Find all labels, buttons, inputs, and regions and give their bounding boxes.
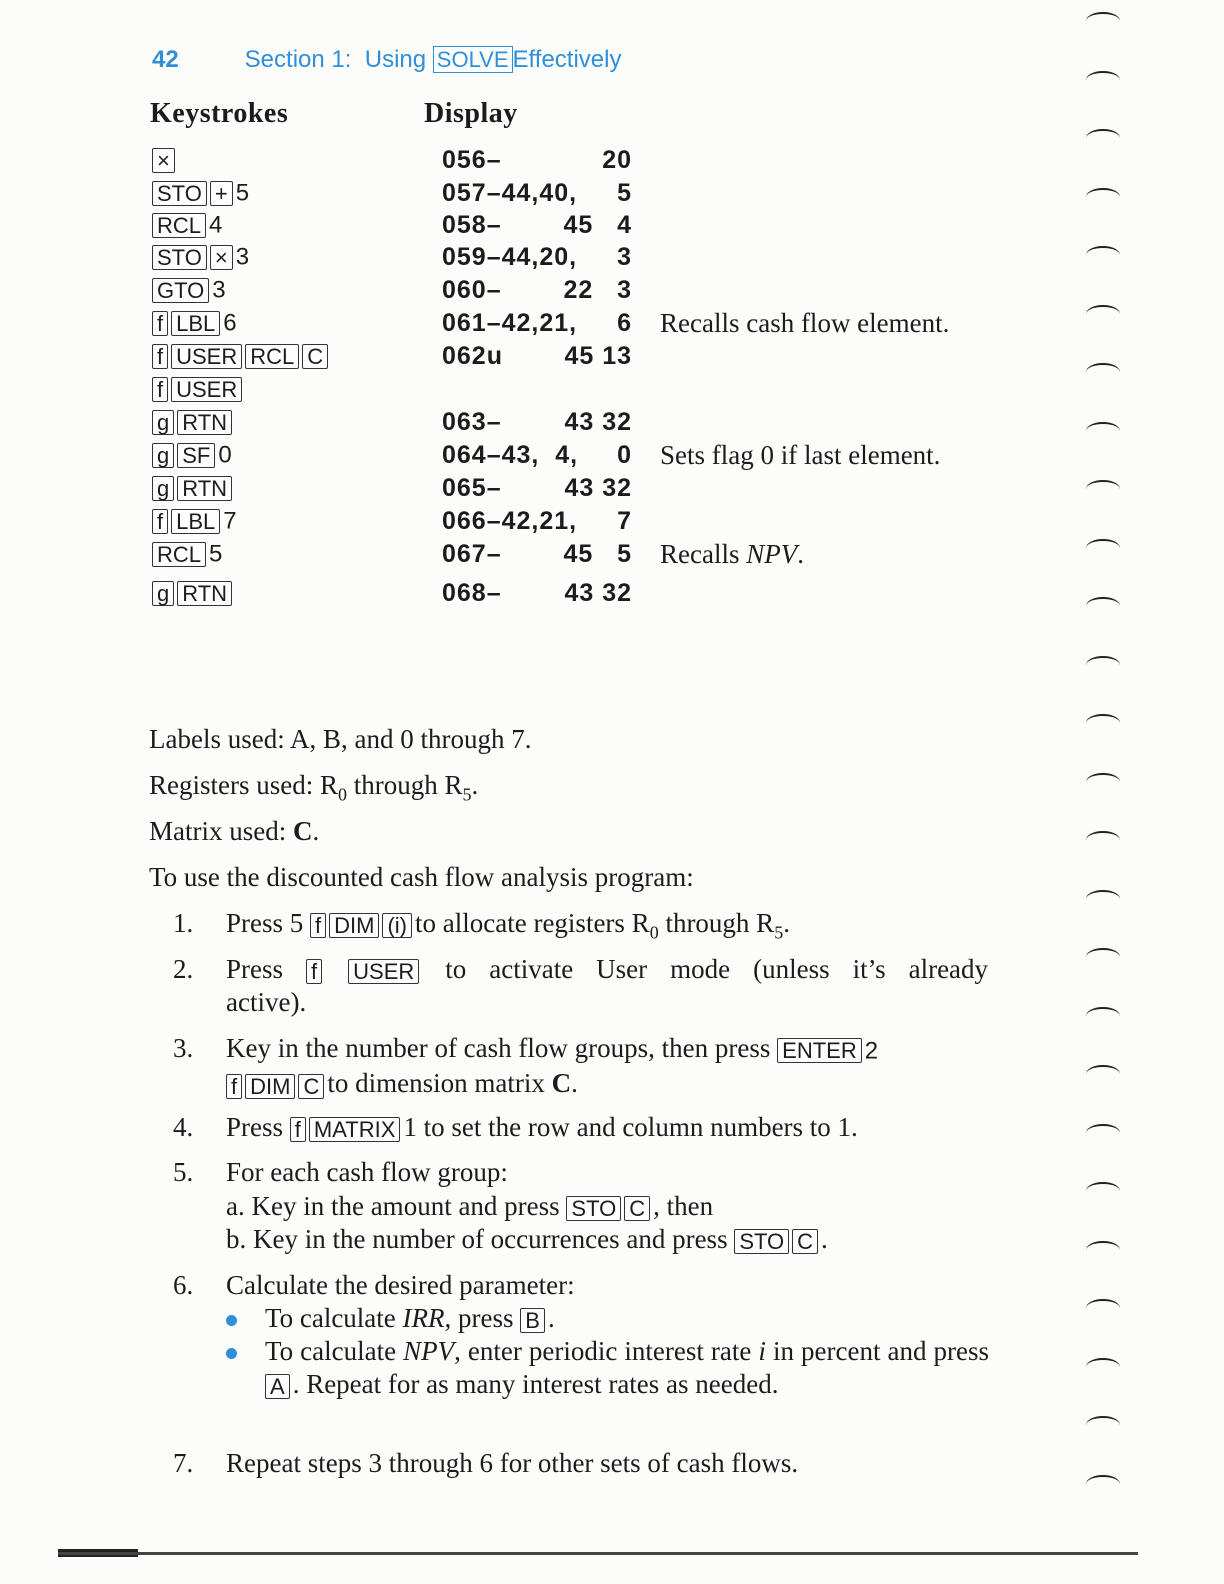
- listing-row: [152, 276, 1052, 308]
- keystrokes-cell: [152, 408, 235, 436]
- binder-ring: [1086, 1124, 1120, 1142]
- display-cell: [442, 276, 632, 304]
- key-cap: RTN: [177, 476, 232, 501]
- binder-ring: [1086, 305, 1120, 323]
- registers-end: .: [471, 770, 479, 800]
- keystrokes-cell: [152, 146, 178, 174]
- keystrokes-cell: [152, 375, 245, 403]
- enter-key: ENTER: [777, 1038, 862, 1063]
- step5a-post: , then: [653, 1191, 714, 1221]
- key-cap: ×: [152, 148, 175, 173]
- key-cap: g: [152, 410, 174, 435]
- c-key: C: [298, 1074, 324, 1099]
- display-key-code: 7: [617, 507, 632, 535]
- comment-cell: Sets flag 0 if last element.: [660, 440, 941, 470]
- keystroke-digit: 3: [212, 276, 226, 304]
- keystrokes-cell: [152, 540, 222, 569]
- step5b-post: .: [821, 1224, 828, 1254]
- step1-sub5: 5: [774, 922, 784, 943]
- display-line-code: 067–: [442, 540, 502, 568]
- display-line-code: 066–42,21,: [442, 507, 578, 535]
- binder-ring: [1086, 1416, 1120, 1434]
- step4-pre: Press: [226, 1112, 284, 1142]
- comment-text: .: [797, 539, 804, 569]
- sto-key: STO: [566, 1196, 621, 1221]
- bullet-dot: [226, 1348, 237, 1359]
- keystroke-digit: 5: [235, 179, 250, 207]
- display-line-code: 064–43, 4,: [442, 441, 579, 469]
- step3-pre: Key in the number of cash flow groups, then press: [226, 1033, 771, 1063]
- display-key-code: 45 5: [563, 540, 632, 568]
- key-cap: ×: [210, 245, 233, 270]
- binder-ring: [1086, 12, 1120, 30]
- keystrokes-cell: [152, 276, 226, 305]
- bullet-dot: [226, 1315, 237, 1326]
- binder-ring: [1086, 480, 1120, 498]
- step5b-pre: b. Key in the number of occurrences and press: [226, 1224, 728, 1254]
- b2-end: . Repeat for as many interest rates as needed.: [292, 1369, 779, 1399]
- binder-ring: [1086, 1007, 1120, 1025]
- step1-pre: Press 5: [226, 908, 304, 938]
- step-number: 5.: [173, 1157, 194, 1187]
- listing-row: [152, 408, 1052, 440]
- display-cell: [442, 342, 632, 370]
- keystroke-digit: 4: [209, 211, 223, 239]
- step3-post: to dimension matrix: [327, 1068, 545, 1099]
- display-line-code: 058–: [442, 211, 502, 239]
- display-key-code: 20: [602, 146, 632, 174]
- binder-ring: [1086, 129, 1120, 147]
- keystroke-digit: 6: [223, 309, 237, 337]
- listing-row: [152, 507, 1052, 539]
- f-key: f: [290, 1117, 306, 1142]
- binder-ring: [1086, 890, 1120, 908]
- step-5b: [226, 1223, 986, 1256]
- binder-ring: [1086, 363, 1120, 381]
- display-column-heading: Display: [424, 98, 518, 129]
- step-5a: [226, 1190, 986, 1223]
- b-key: B: [520, 1308, 545, 1333]
- key-cap: RCL: [152, 542, 206, 567]
- comment-text: Recalls: [660, 539, 747, 569]
- key-cap: USER: [171, 377, 242, 402]
- comment-cell: [660, 540, 804, 568]
- key-cap: GTO: [152, 278, 209, 303]
- key-cap: STO: [152, 181, 207, 206]
- b2-post: in percent and press: [765, 1336, 989, 1366]
- keystroke-digit: 3: [235, 243, 250, 271]
- step3-end: .: [571, 1068, 578, 1099]
- display-line-code: 061–42,21,: [442, 309, 578, 337]
- keystrokes-cell: [152, 211, 222, 240]
- step3-two: 2: [864, 1037, 879, 1065]
- display-cell: [442, 408, 632, 436]
- display-key-code: 45 13: [564, 342, 632, 370]
- matrix-key: MATRIX: [309, 1117, 400, 1142]
- key-cap: g: [152, 443, 174, 468]
- f-key: f: [310, 913, 326, 938]
- binder-ring: [1086, 773, 1120, 791]
- matrix-name: C: [292, 816, 313, 846]
- step-number: 7.: [173, 1448, 194, 1478]
- binder-ring: [1086, 71, 1120, 89]
- step-number: 2.: [173, 954, 194, 984]
- display-key-code: 22 3: [563, 276, 632, 304]
- a-key: A: [265, 1374, 290, 1399]
- key-cap: RCL: [245, 344, 299, 369]
- display-cell: [442, 507, 632, 535]
- key-cap: RCL: [152, 213, 206, 238]
- keystrokes-cell: [152, 342, 331, 370]
- dim-key: DIM: [329, 913, 379, 938]
- display-line-code: 065–: [442, 474, 502, 502]
- keystroke-digit: 0: [218, 441, 232, 469]
- b1-pre: To calculate: [265, 1303, 403, 1333]
- display-line-code: 060–: [442, 276, 502, 304]
- binder-ring: [1086, 831, 1120, 849]
- listing-row: [152, 579, 1052, 611]
- keystroke-digit: 7: [223, 507, 237, 535]
- keystrokes-cell: [152, 243, 249, 272]
- keystrokes-column-heading: Keystrokes: [150, 98, 289, 129]
- listing-row: [152, 243, 1052, 275]
- step5-text: For each cash flow group:: [226, 1157, 508, 1187]
- b1-end: .: [547, 1303, 555, 1333]
- step6-text: Calculate the desired parameter:: [226, 1270, 575, 1300]
- b2-i: i: [758, 1336, 766, 1366]
- listing-row: [152, 211, 1052, 243]
- b2-pre: To calculate: [265, 1336, 404, 1366]
- page-number: 42: [152, 46, 179, 73]
- b1-irr: IRR: [402, 1303, 445, 1333]
- listing-row: [152, 179, 1052, 211]
- step7-text: Repeat steps 3 through 6 for other sets of cash flows.: [226, 1448, 799, 1478]
- section-label: Section 1:: [244, 46, 352, 73]
- key-cap: g: [152, 476, 174, 501]
- header-title-post: Effectively: [512, 46, 622, 73]
- display-key-code: 5: [617, 179, 632, 207]
- listing-row: [152, 146, 1052, 178]
- binder-ring: [1086, 246, 1120, 264]
- binder-ring: [1086, 1358, 1120, 1376]
- f-key: f: [226, 1074, 242, 1099]
- intro-text: To use the discounted cash flow analysis program:: [149, 862, 694, 892]
- binder-ring: [1086, 1241, 1120, 1259]
- display-line-code: 056–: [442, 146, 502, 174]
- b2-mid: , enter periodic interest rate: [454, 1336, 759, 1366]
- registers-sub0: 0: [338, 784, 347, 805]
- key-cap: STO: [152, 245, 207, 270]
- listing-row: [152, 540, 1052, 572]
- display-key-code: 43 32: [564, 408, 632, 436]
- page-header: [152, 46, 621, 80]
- i-key: (i): [382, 913, 412, 938]
- c-key: C: [624, 1196, 650, 1221]
- binder-ring: [1086, 948, 1120, 966]
- display-cell: [442, 211, 632, 239]
- display-cell: [442, 375, 632, 403]
- key-cap: RTN: [177, 581, 232, 606]
- display-key-code: 3: [617, 243, 632, 271]
- display-key-code: 43 32: [564, 579, 632, 607]
- display-cell: [442, 146, 632, 174]
- display-line-code: 059–44,20,: [442, 243, 578, 271]
- key-cap: f: [152, 344, 168, 369]
- sto-key: STO: [734, 1229, 789, 1254]
- binder-ring: [1086, 188, 1120, 206]
- key-cap: LBL: [171, 509, 220, 534]
- step1-post: to allocate registers R: [415, 908, 650, 938]
- display-line-code: 062u: [442, 342, 503, 370]
- user-key: USER: [348, 959, 419, 984]
- matrix-pre: Matrix used:: [149, 816, 293, 846]
- step1-mid: through R: [658, 908, 775, 938]
- key-cap: f: [152, 509, 168, 534]
- keystrokes-cell: [152, 474, 235, 502]
- display-key-code: 43 32: [564, 474, 632, 502]
- matrix-end: .: [312, 816, 320, 846]
- step5a-pre: a. Key in the amount and press: [226, 1191, 560, 1221]
- display-cell: [442, 309, 632, 337]
- display-key-code: 45 4: [563, 211, 632, 239]
- step-number: 4.: [173, 1112, 194, 1142]
- key-cap: C: [302, 344, 328, 369]
- listing-row: [152, 309, 1052, 341]
- listing-row: [152, 375, 1052, 407]
- display-line-code: 063–: [442, 408, 502, 436]
- header-title-pre: Using: [364, 46, 427, 73]
- key-cap: USER: [171, 344, 242, 369]
- dim-key: DIM: [245, 1074, 295, 1099]
- display-line-code: 057–44,40,: [442, 179, 578, 207]
- labels-used: Labels used: A, B, and 0 through 7.: [149, 724, 532, 754]
- display-cell: [442, 243, 632, 271]
- step1-sub0: 0: [649, 922, 659, 943]
- b1-mid: , press: [444, 1303, 514, 1333]
- binder-ring: [1086, 539, 1120, 557]
- keystrokes-cell: [152, 309, 237, 338]
- key-cap: f: [152, 377, 168, 402]
- display-cell: [442, 179, 632, 207]
- key-cap: f: [152, 311, 168, 336]
- step-number: 6.: [173, 1270, 194, 1300]
- key-cap: g: [152, 581, 174, 606]
- binder-ring: [1086, 1475, 1120, 1493]
- binder-ring: [1086, 656, 1120, 674]
- step-number: 1.: [173, 908, 194, 938]
- keystrokes-cell: [152, 441, 232, 470]
- registers-pre: Registers used: R: [149, 770, 338, 800]
- comment-npv: NPV: [746, 539, 798, 569]
- registers-used: [149, 769, 994, 811]
- binder-ring: [1086, 1182, 1120, 1200]
- display-cell: [442, 540, 632, 568]
- matrix-used: [149, 815, 994, 848]
- display-cell: [442, 474, 632, 502]
- listing-row: [152, 342, 1052, 374]
- key-cap: +: [210, 181, 233, 206]
- listing-row: [152, 441, 1052, 473]
- step4-post: 1 to set the row and column numbers to 1.: [403, 1112, 858, 1142]
- step-number: 3.: [173, 1033, 194, 1063]
- b2-npv: NPV: [403, 1336, 455, 1366]
- comment-cell: Recalls cash flow element.: [660, 308, 950, 338]
- binder-ring: [1086, 1065, 1120, 1083]
- display-cell: [442, 441, 632, 469]
- binder-ring: [1086, 1299, 1120, 1317]
- keystrokes-cell: [152, 179, 249, 208]
- step2-post: to activate User mode (unless it’s already active).: [226, 954, 989, 1017]
- binder-ring: [1086, 597, 1120, 615]
- c-key: C: [792, 1229, 818, 1254]
- keystrokes-cell: [152, 579, 235, 607]
- binder-ring: [1086, 714, 1120, 732]
- key-cap: RTN: [177, 410, 232, 435]
- registers-mid: through R: [347, 770, 463, 800]
- solve-key-label: SOLVE: [433, 46, 513, 73]
- step2-pre: Press: [226, 954, 284, 984]
- keystrokes-cell: [152, 507, 237, 536]
- key-cap: LBL: [171, 311, 220, 336]
- listing-row: [152, 474, 1052, 506]
- keystroke-digit: 5: [209, 540, 223, 568]
- step3-matrix: C: [551, 1068, 572, 1099]
- key-cap: SF: [177, 443, 215, 468]
- registers-sub5: 5: [462, 784, 472, 805]
- display-cell: [442, 579, 632, 607]
- step1-end: .: [783, 908, 790, 938]
- display-key-code: 6: [617, 309, 632, 337]
- page-bottom-edge: [58, 1552, 1138, 1555]
- display-line-code: 068–: [442, 579, 502, 607]
- f-key: f: [306, 959, 322, 984]
- binder-ring: [1086, 422, 1120, 440]
- display-key-code: 0: [617, 441, 632, 469]
